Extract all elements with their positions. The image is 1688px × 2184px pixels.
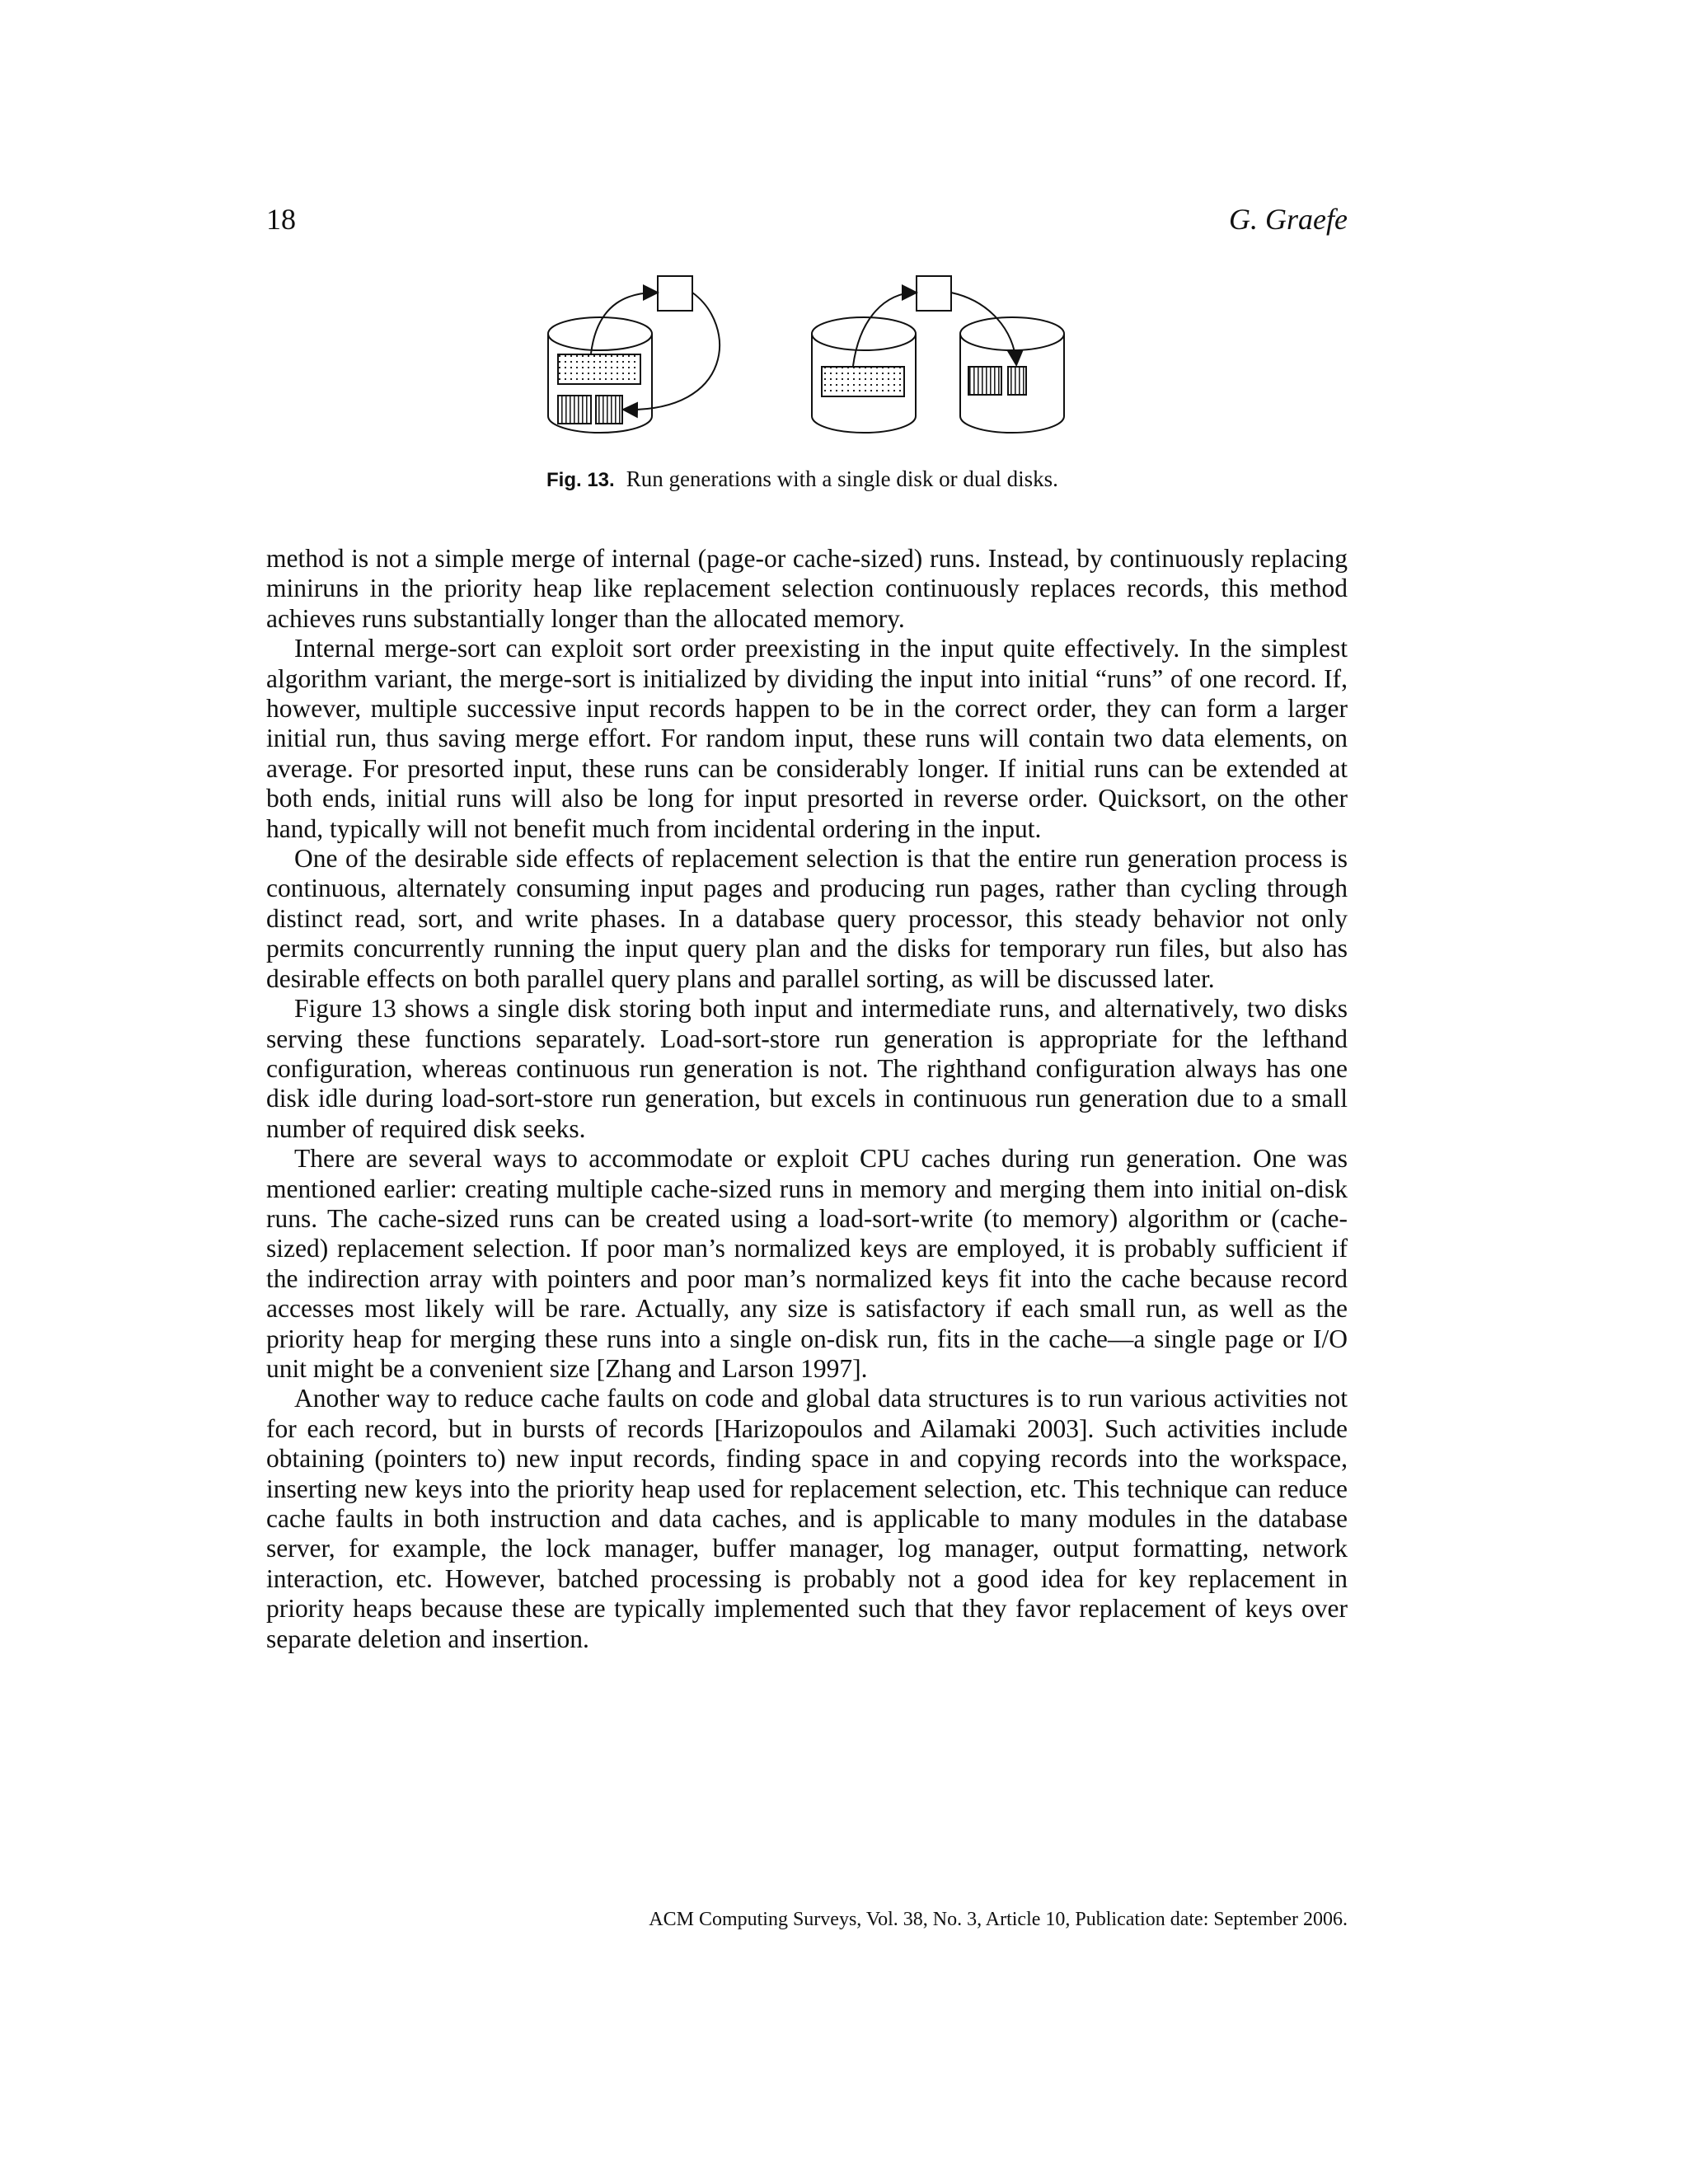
single-disk-configuration [548, 276, 720, 433]
disk-run-generation-diagram [540, 268, 1084, 466]
running-head-author: G. Graefe [1229, 203, 1348, 236]
paragraph-4: Figure 13 shows a single disk storing both input and intermediate runs, and alternatively, two disks serving these functions separately. Load-sort-store run generation is appropriate for the lefthand configuration, whereas continuous run generation is not. The righthand configuration always has one disk idle during load-sort-store run generation, but excels in continuous run generation due to a small number of required disk seeks. [266, 994, 1348, 1143]
input-block [558, 354, 640, 384]
figure-caption [546, 466, 1090, 493]
paragraph-2: Internal merge-sort can exploit sort order preexisting in the input quite effectively. In the simplest algorithm variant, the merge-sort is initialized by dividing the input into initial “runs” of one record. If, however, multiple successive input records happen to be in the correct order, they can form a larger initial run, thus saving merge effort. For random input, these runs will contain two data elements, on average. For presorted input, these runs can be considerably longer. If initial runs can be extended at both ends, initial runs will also be long for input presorted in reverse order. Quicksort, on the other hand, typically will not benefit much from incidental ordering in the input. [266, 634, 1348, 843]
run-block-1 [558, 396, 591, 424]
paragraph-3: One of the desirable side effects of replacement selection is that the entire run generation process is continuous, alternately consuming input pages and producing run pages, rather than cycling through distinct read, sort, and write phases. In a database query processor, this steady behavior not only permits concurrently running the input query plan and the disks for temporary run files, but also has desirable effects on both parallel query plans and parallel sorting, as will be discussed later. [266, 844, 1348, 993]
figure-label: Fig. 13. [546, 469, 615, 491]
body-text [266, 544, 1348, 1654]
memory-buffer-left [658, 276, 692, 311]
journal-footer: ACM Computing Surveys, Vol. 38, No. 3, Article 10, Publication date: September 2006. [649, 1909, 1348, 1930]
run-block-right-1 [968, 367, 1001, 395]
paragraph-1: method is not a simple merge of internal (page-or cache-sized) runs. Instead, by continuously replacing miniruns in the priority heap like replacement selection continuously replaces records, this method achieves runs substantially longer than the allocated memory. [266, 544, 1348, 633]
figure-caption-text: Run generations with a single disk or dual disks. [626, 466, 1058, 491]
run-block-2 [596, 396, 622, 424]
paragraph-6: Another way to reduce cache faults on code and global data structures is to run various activities not for each record, but in bursts of records [Harizopoulos and Ailamaki 2003]. Such activities include obtaining (pointers to) new input records, finding space in and copying records into the workspace, inserting new keys into the priority heap used for replacement selection, etc. This technique can reduce cache faults in both instruction and data caches, and is applicable to many modules in the database server, for example, the lock manager, buffer manager, log manager, output formatting, network interaction, etc. However, batched processing is probably not a good idea for key replacement in priority heaps because these are typically implemented such that they favor replacement of keys over separate deletion and insertion. [266, 1384, 1348, 1653]
memory-buffer-right [917, 276, 951, 311]
input-block-right [822, 367, 904, 396]
dual-disk-configuration [812, 276, 1064, 433]
page-number: 18 [266, 203, 296, 236]
run-block-right-2 [1008, 367, 1026, 395]
paragraph-5: There are several ways to accommodate or exploit CPU caches during run generation. One was mentioned earlier: creating multiple cache-sized runs in memory and merging them into initial on-disk runs. The cache-sized runs can be created using a load-sort-write (to memory) algorithm or (cache-sized) replacement selection. If poor man’s normalized keys are employed, it is probably sufficient if the indirection array with pointers and poor man’s normalized keys fit into the cache because record accesses most likely will be rare. Actually, any size is satisfactory if each small run, as well as the priority heap for merging these runs into a single on-disk run, fits in the cache—a single page or I/O unit might be a convenient size [Zhang and Larson 1997]. [266, 1144, 1348, 1383]
input-disk-top [812, 317, 916, 350]
figure-13 [540, 268, 1084, 466]
